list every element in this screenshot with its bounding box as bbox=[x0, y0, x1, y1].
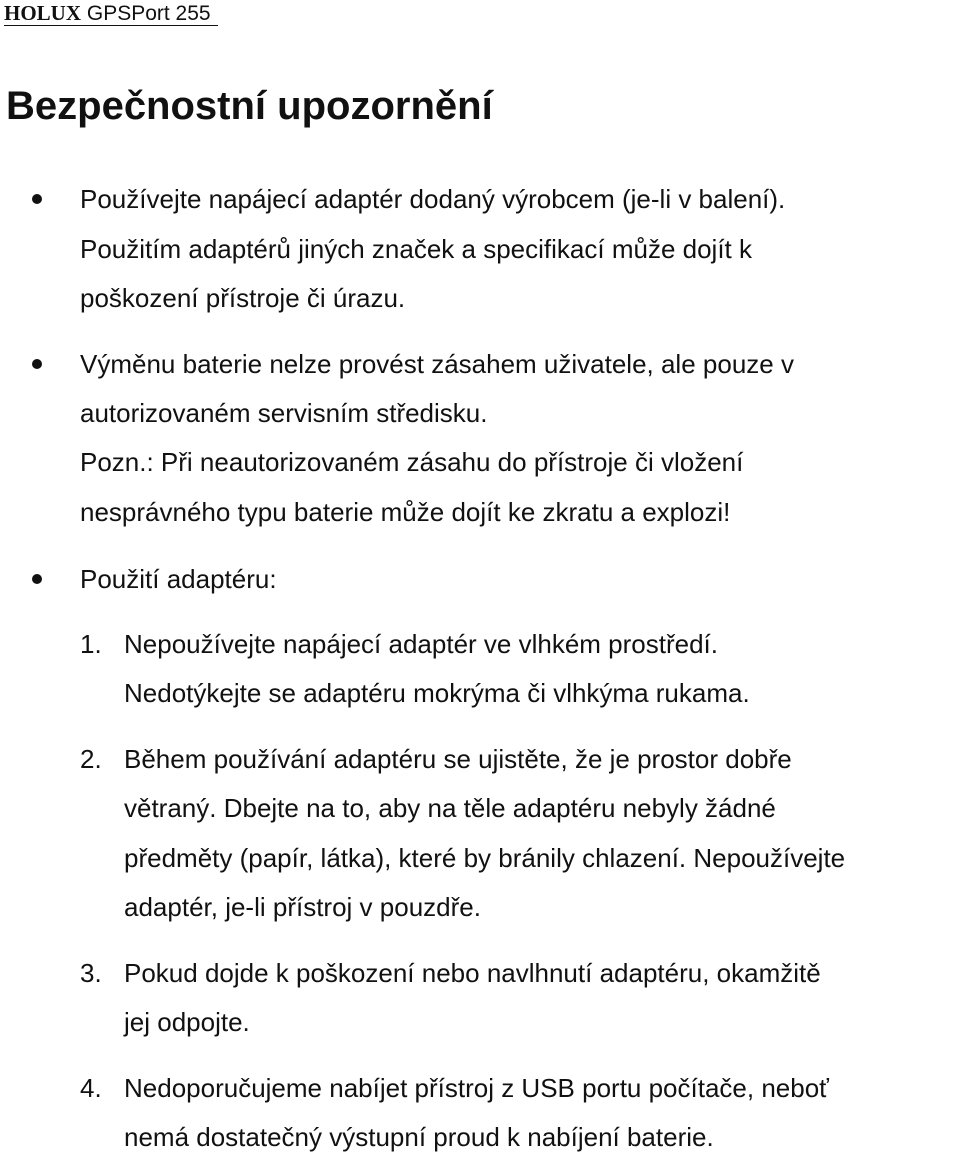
item-4-line-2: nemá dostatečný výstupní proud k nabíjení baterie. bbox=[124, 1122, 714, 1152]
bullet-dot bbox=[32, 574, 42, 584]
header-underline bbox=[4, 25, 218, 26]
list-number-3: 3. bbox=[80, 958, 102, 988]
item-4-line-1: Nedoporučujeme nabíjet přístroj z USB portu počítače, neboť bbox=[124, 1073, 829, 1103]
bullet-2-line-1: Výměnu baterie nelze provést zásahem uživatele, ale pouze v bbox=[80, 349, 794, 379]
item-3-line-2: jej odpojte. bbox=[124, 1007, 250, 1037]
bullet-2-line-3: Pozn.: Při neautorizovaném zásahu do přístroje či vložení bbox=[80, 447, 744, 477]
header-brand: HOLUX bbox=[4, 1, 82, 25]
page-title: Bezpečnostní upozornění bbox=[6, 84, 493, 128]
item-3-line-1: Pokud dojde k poškození nebo navlhnutí adaptéru, okamžitě bbox=[124, 958, 821, 988]
list-number-4: 4. bbox=[80, 1073, 102, 1103]
bullet-dot bbox=[32, 194, 42, 204]
bullet-3-line-1: Použití adaptéru: bbox=[80, 564, 277, 594]
bullet-2-line-4: nesprávného typu baterie může dojít ke zkratu a explozi! bbox=[80, 497, 731, 527]
item-1-line-2: Nedotýkejte se adaptéru mokrýma či vlhkýma rukama. bbox=[124, 678, 750, 708]
bullet-1-line-3: poškození přístroje či úrazu. bbox=[80, 283, 406, 313]
bullet-1-line-1: Používejte napájecí adaptér dodaný výrobcem (je-li v balení). bbox=[80, 184, 786, 214]
document-header bbox=[4, 0, 211, 26]
bullet-1-line-2: Použitím adaptérů jiných značek a specifikací může dojít k bbox=[80, 234, 752, 264]
list-number-1: 1. bbox=[80, 629, 102, 659]
bullet-2-line-2: autorizovaném servisním středisku. bbox=[80, 398, 488, 428]
item-2-line-1: Během používání adaptéru se ujistěte, že je prostor dobře bbox=[124, 744, 792, 774]
list-number-2: 2. bbox=[80, 744, 102, 774]
item-1-line-1: Nepoužívejte napájecí adaptér ve vlhkém prostředí. bbox=[124, 629, 719, 659]
item-2-line-3: předměty (papír, látka), které by bránily chlazení. Nepoužívejte bbox=[124, 843, 846, 873]
header-model: GPSPort 255 bbox=[86, 2, 211, 25]
item-2-line-4: adaptér, je-li přístroj v pouzdře. bbox=[124, 892, 481, 922]
item-2-line-2: větraný. Dbejte na to, aby na těle adaptéru nebyly žádné bbox=[124, 793, 776, 823]
bullet-dot bbox=[32, 359, 42, 369]
